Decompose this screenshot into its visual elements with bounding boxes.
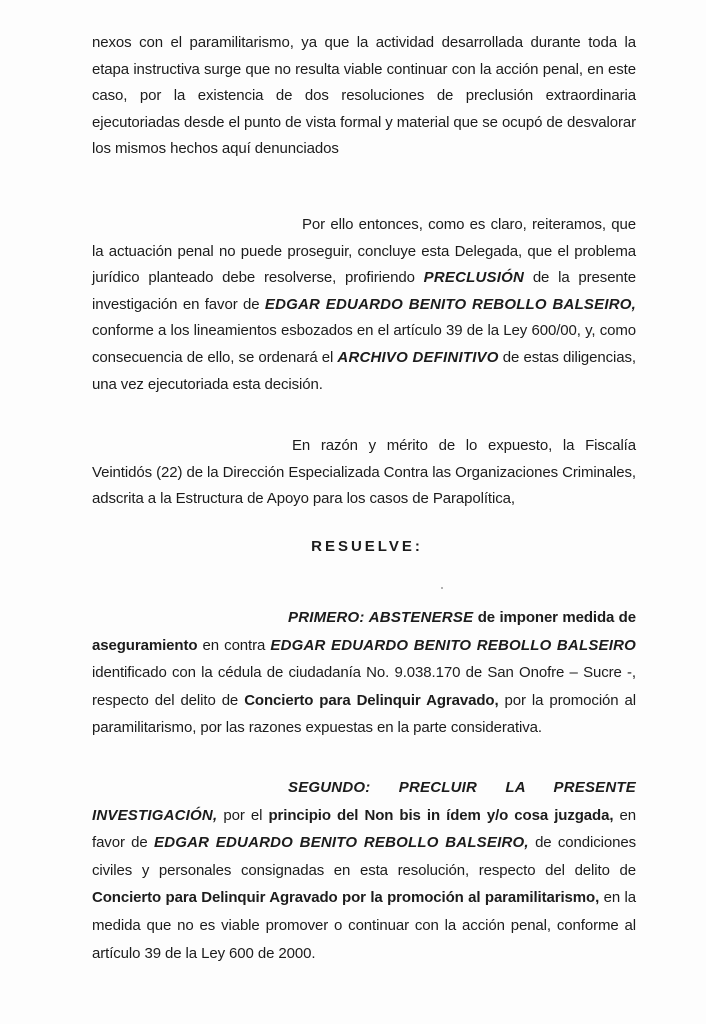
p2-bold-archivo: ARCHIVO DEFINITIVO bbox=[337, 348, 499, 366]
paragraph-2 bbox=[92, 212, 636, 398]
resuelve-heading: RESUELVE: bbox=[311, 538, 423, 555]
primero-text-2: identificado con la cédula de ciudadanía No. 9.038.170 de San Onofre – Sucre -, respecto del delito de bbox=[92, 664, 636, 709]
paragraph-primero bbox=[92, 604, 636, 742]
p2-text-4: de estas diligencias, una vez ejecutoriada esta decisión. bbox=[92, 348, 636, 393]
paragraph-1: nexos con el paramilitarismo, ya que la actividad desarrollada durante toda la etapa instructiva surge que no resulta viable continuar con la acción penal, en este caso, por la existencia de dos resoluciones de preclusión extraordinaria ejecutoriadas desde el punto de vista formal y material que se ocupó de desvalorar los mismos hechos aquí denunciados bbox=[92, 34, 636, 158]
p2-text-3: conforme a los lineamientos esbozados en el artículo 39 de la Ley 600/00, y, como consecuencia de ello, se ordenará el bbox=[92, 322, 636, 366]
primero-text-1: en contra bbox=[197, 636, 271, 654]
paragraph-segundo bbox=[92, 774, 636, 967]
segundo-text-3: de condiciones civiles y personales consignadas en esta resolución, respecto del delito de bbox=[92, 834, 636, 879]
p2-bold-name: EDGAR EDUARDO BENITO REBOLLO BALSEIRO, bbox=[264, 295, 636, 313]
primero-bold-label: PRIMERO: ABSTENERSE bbox=[288, 609, 474, 626]
primero-text-3: por la promoción al paramilitarismo, por las razones expuestas en la parte considerativa. bbox=[92, 691, 637, 737]
segundo-bold-delito: Concierto para Delinquir Agravado por la promoción al paramilitarismo, bbox=[92, 889, 600, 907]
segundo-bold-name: EDGAR EDUARDO BENITO REBOLLO BALSEIRO, bbox=[154, 834, 529, 852]
primero-bold-medida: de imponer medida de aseguramiento bbox=[92, 609, 636, 654]
segundo-text-1: por el bbox=[217, 806, 269, 824]
primero-bold-delito: Concierto para Delinquir Agravado, bbox=[244, 691, 499, 709]
segundo-bold-principio: principio del Non bis in ídem y/o cosa juzgada, bbox=[268, 806, 614, 824]
segundo-text-4: en la medida que no es viable promover o continuar con la acción penal, conforme al artículo 39 de la Ley 600 de 2000. bbox=[92, 889, 636, 962]
p2-bold-preclusion: PRECLUSIÓN bbox=[423, 269, 524, 287]
primero-bold-name: EDGAR EDUARDO BENITO REBOLLO BALSEIRO bbox=[270, 636, 636, 654]
paragraph-3: En razón y mérito de lo expuesto, la Fiscalía Veintidós (22) de la Dirección Especializada Contra las Organizaciones Criminales, adscrita a la Estructura de Apoyo para los casos de Parapolítica, bbox=[92, 437, 636, 508]
segundo-bold-label: SEGUNDO: PRECLUIR LA PRESENTE INVESTIGACIÓN, bbox=[92, 779, 636, 824]
p2-text-1: Por ello entonces, como es claro, reiteramos, que la actuación penal no puede proseguir, concluye esta Delegada, que el problema jurídico planteado debe resolverse, profiriendo bbox=[92, 216, 636, 287]
p2-text-2: de la presente investigación en favor de bbox=[92, 269, 636, 313]
segundo-text-2: en favor de bbox=[92, 806, 636, 852]
scan-speck bbox=[441, 587, 443, 589]
